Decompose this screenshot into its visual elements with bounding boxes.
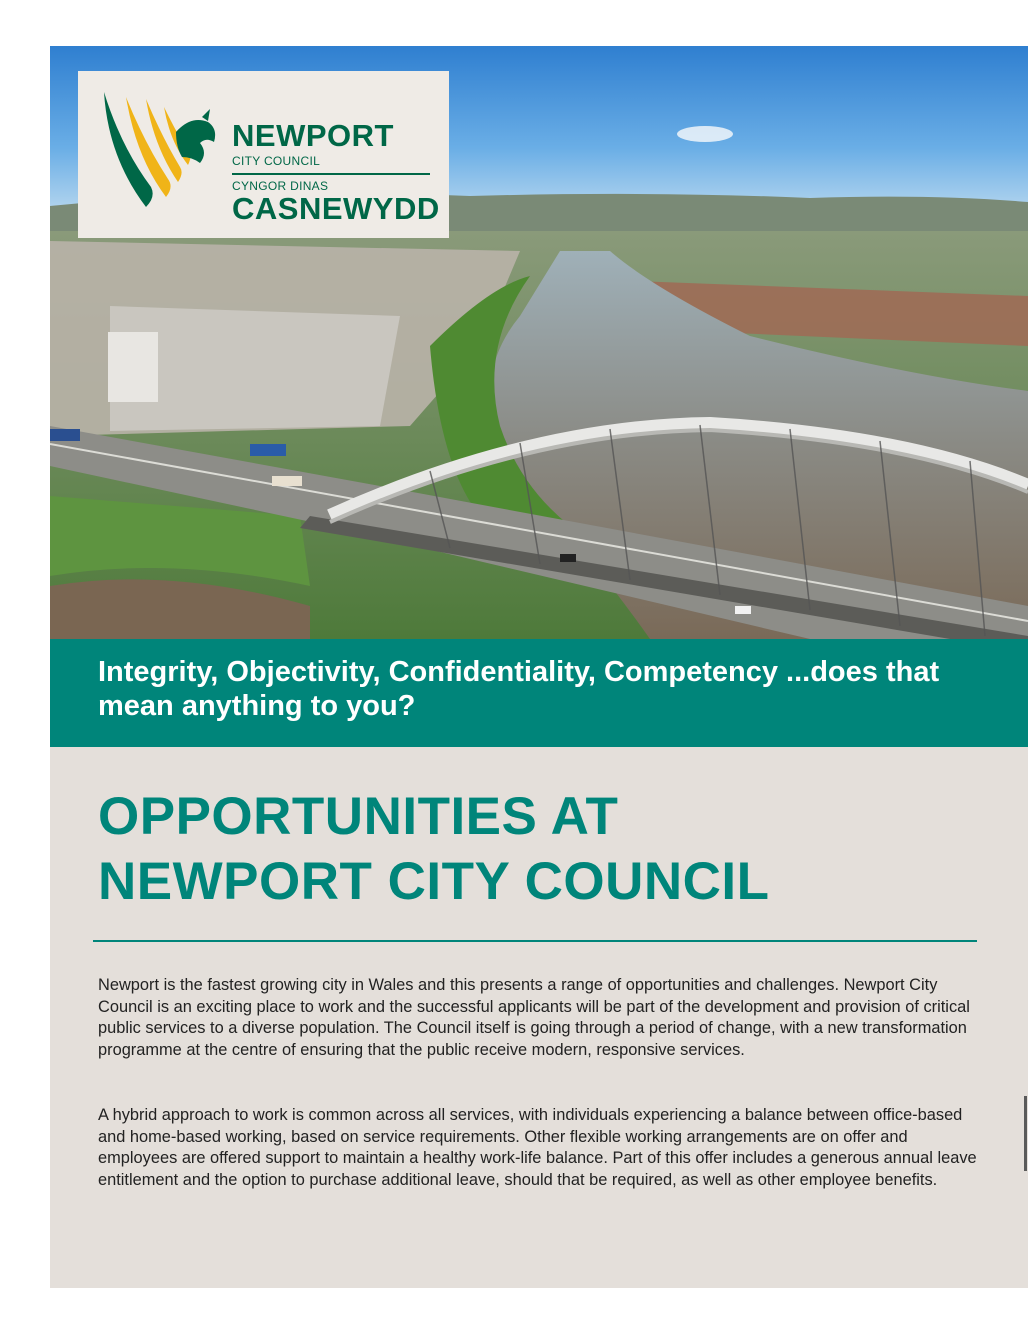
page-edge-mark bbox=[1024, 1096, 1027, 1171]
page-title bbox=[98, 784, 998, 914]
hybrid-work-paragraph: A hybrid approach to work is common across all services, with individuals experiencing a balance between office-based and home-based working, based on service requirements. Other flexible working arrangements are on offer and employees are offered support to maintain a healthy work-life balance. Part of this offer includes a generous annual leave entitlement and the option to purchase additional leave, should that be required, as well as other employee benefits. bbox=[98, 1106, 977, 1189]
logo-casnewydd: CASNEWYDD bbox=[232, 191, 440, 226]
hero-photo bbox=[50, 46, 1028, 639]
council-logo bbox=[78, 71, 449, 238]
logo-cyngor-dinas: CYNGOR DINAS bbox=[232, 179, 329, 193]
logo-divider bbox=[232, 173, 430, 175]
intro-paragraph: Newport is the fastest growing city in Wales and this presents a range of opportunities and challenges. Newport City Council is an exciting place to work and the successful applicants will be part of the development and provision of critical public services to a diverse population. The Council itself is going through a period of change, with a new transformation programme at the centre of ensuring that the public receive modern, responsive services. bbox=[98, 976, 970, 1059]
title-line-1: OPPORTUNITIES AT bbox=[98, 787, 619, 846]
logo-wordmark bbox=[232, 118, 440, 226]
banner-text: Integrity, Objectivity, Confidentiality, Competency ...does that mean anything to you? bbox=[98, 656, 940, 722]
title-line-2: NEWPORT CITY COUNCIL bbox=[98, 852, 770, 911]
logo-newport: NEWPORT bbox=[232, 118, 394, 153]
logo-city-council: CITY COUNCIL bbox=[232, 154, 321, 168]
dragon-wing-icon bbox=[96, 87, 226, 217]
document-page bbox=[50, 46, 1028, 1288]
title-divider bbox=[93, 940, 977, 942]
values-banner bbox=[50, 639, 1028, 747]
